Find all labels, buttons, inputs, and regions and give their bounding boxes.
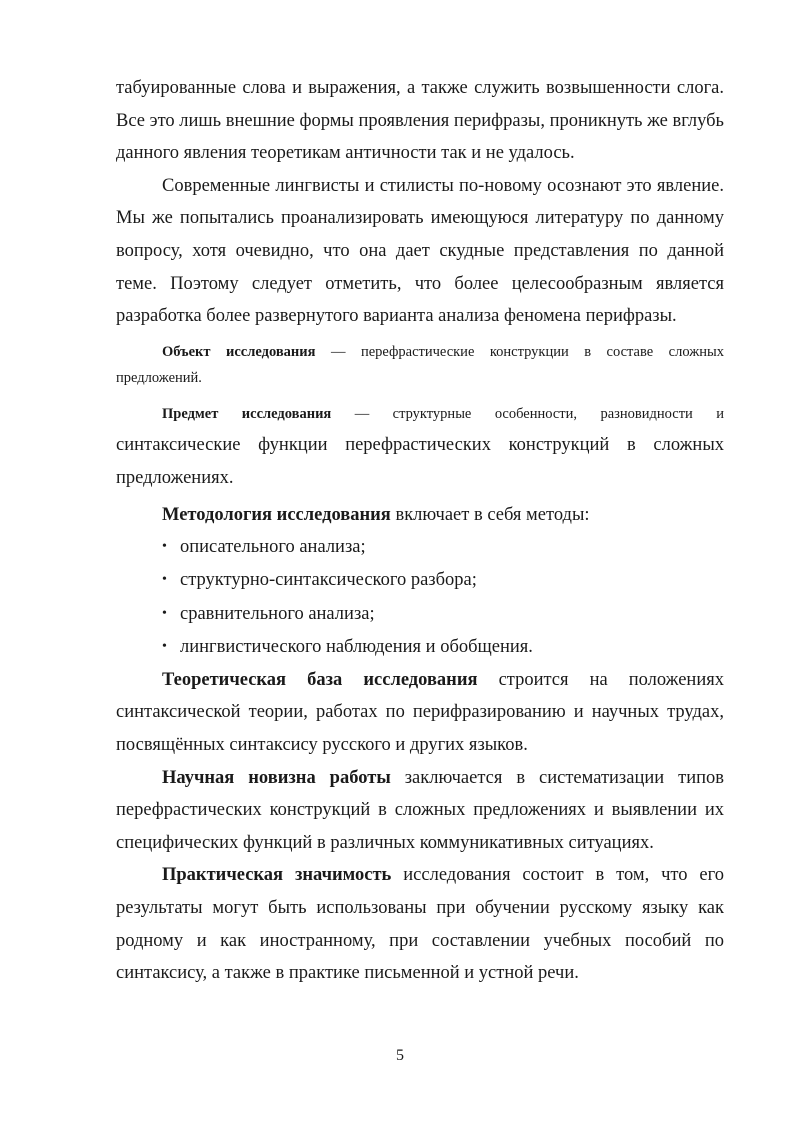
paragraph-subject (116, 397, 724, 495)
theory-text: строится на положениях синтаксической теории, работах по перифразированию и научных трудах, посвящённых синтаксису русского и других языков. (116, 669, 724, 756)
page-number: 5 (396, 1047, 404, 1064)
subject-text-small: — структурные особенности, разновидности и (331, 405, 724, 422)
theory-term: Теоретическая база исследования (162, 669, 478, 690)
bullet-icon: • (162, 605, 167, 621)
practical-text: исследования состоит в том, что его результаты могут быть использованы при обучении русскому языку как родному и как иностранному, при составлении учебных пособий по синтаксису, а также в практике письменной и устной речи. (116, 865, 724, 984)
subject-small-line (162, 406, 724, 422)
bullet-icon: • (162, 539, 167, 555)
paragraph-novelty (116, 762, 724, 860)
practical-term: Практическая значимость (162, 865, 392, 886)
subject-term: Предмет исследования (162, 405, 332, 422)
novelty-text: заключается в систематизации типов перефрастических конструкций в сложных предложениях и выявлении их специфических функций в различных коммуникативных ситуациях. (116, 767, 724, 853)
paragraph-continuation: табуированные слова и выражения, а также служить возвышенности слога. Все это лишь внешние формы проявления перифразы, проникнуть же вглубь данного явления теоретикам античности так и не удалось. (116, 78, 724, 164)
bullet-icon: • (162, 638, 167, 654)
paragraph-theory (116, 664, 724, 762)
bullet-icon: • (162, 572, 167, 588)
list-item (162, 631, 724, 664)
novelty-term: Научная новизна работы (162, 767, 391, 788)
list-item (162, 598, 724, 631)
list-item-text: описательного анализа; (180, 537, 366, 558)
list-item-text: лингвистического наблюдения и обобщения. (180, 636, 533, 657)
list-item-text: сравнительного анализа; (180, 603, 375, 624)
paragraph-modern-linguists: Современные лингвисты и стилисты по-новому осознают это явление. Мы же попытались проанализировать имеющуюся литературу по данному вопросу, хотя очевидно, что она дает скудные представления по данной теме. Поэтому следует отметить, что более целесообразным является разработка более развернутого варианта анализа феномена перифразы. (116, 175, 724, 327)
list-item (162, 564, 724, 597)
methods-list (116, 531, 724, 663)
body-text (116, 72, 724, 990)
paragraph-practical (116, 859, 724, 989)
subject-text-large: синтаксические функции перефрастических конструкций в сложных предложениях. (116, 435, 724, 488)
object-text: — перефрастические конструкции в составе сложных предложений. (116, 343, 724, 386)
list-item (162, 531, 724, 564)
methodology-term: Методология исследования (162, 504, 391, 525)
paragraph-methodology (116, 499, 724, 532)
paragraph-object (116, 339, 724, 391)
methodology-text: включает в себя методы: (390, 504, 590, 525)
list-item-text: структурно-синтаксического разбора; (180, 570, 477, 591)
object-term: Объект исследования (162, 343, 316, 360)
